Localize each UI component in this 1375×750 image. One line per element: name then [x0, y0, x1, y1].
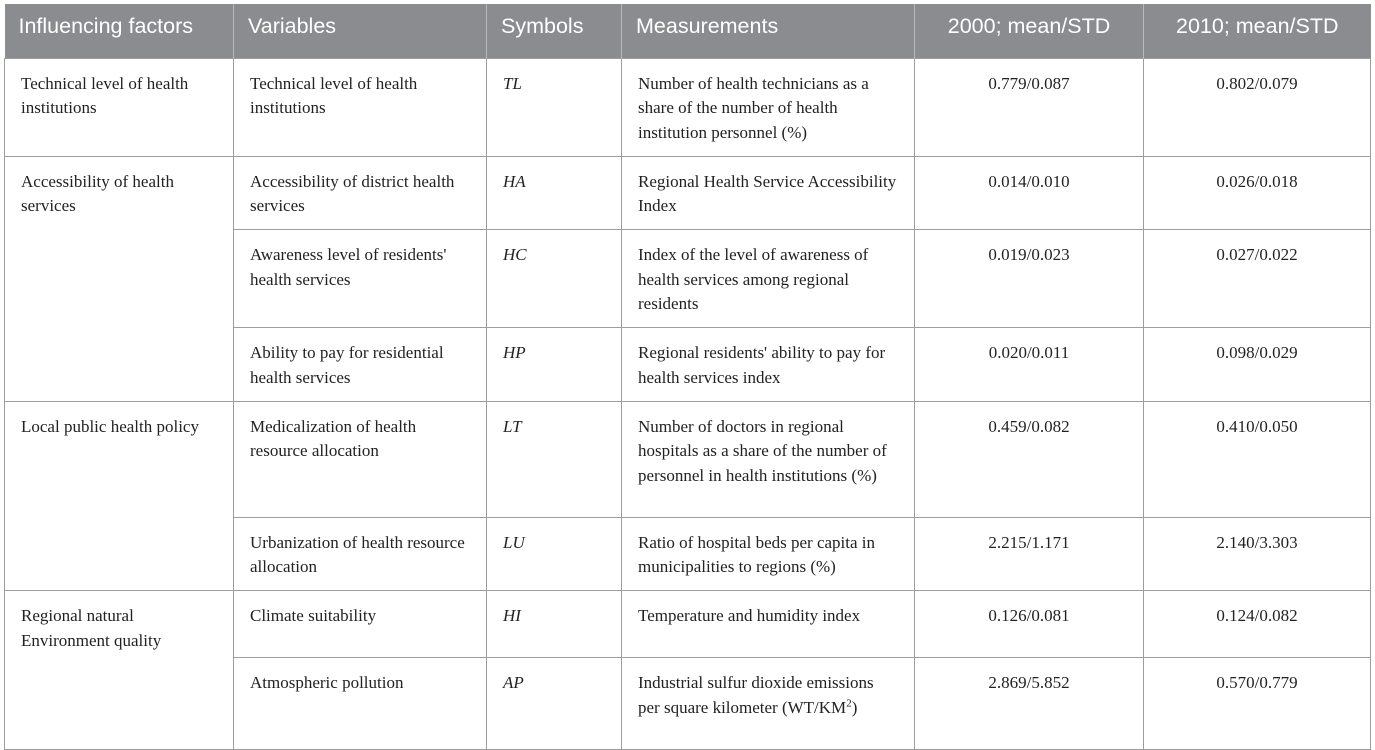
- mean-std-2010-cell: 0.570/0.779: [1144, 657, 1371, 749]
- symbol-cell: HA: [487, 156, 622, 229]
- table-row: [5, 401, 1371, 517]
- header-variables: Variables: [234, 4, 487, 58]
- mean-std-2010-cell: 0.027/0.022: [1144, 230, 1371, 328]
- variable-cell: Urbanization of health resource allocation: [234, 517, 487, 590]
- variable-cell: Atmospheric pollution: [234, 657, 487, 749]
- measurement-cell: Temperature and humidity index: [622, 590, 915, 657]
- table-row: [5, 58, 1371, 156]
- mean-std-2000-cell: 0.020/0.011: [915, 328, 1144, 401]
- variable-cell: Climate suitability: [234, 590, 487, 657]
- symbol-cell: LU: [487, 517, 622, 590]
- mean-std-2010-cell: 0.026/0.018: [1144, 156, 1371, 229]
- mean-std-2000-cell: 0.779/0.087: [915, 58, 1144, 156]
- header-influencing-factors: Influencing factors: [5, 4, 234, 58]
- variable-cell: Accessibility of district health services: [234, 156, 487, 229]
- measurement-cell: Ratio of hospital beds per capita in municipalities to regions (%): [622, 517, 915, 590]
- measurement-cell: Number of doctors in regional hospitals as a share of the number of personnel in health institutions (%): [622, 401, 915, 517]
- header-row: [5, 4, 1371, 58]
- mean-std-2000-cell: 0.019/0.023: [915, 230, 1144, 328]
- factor-cell: Regional natural Environment quality: [5, 590, 234, 749]
- header-2010: 2010; mean/STD: [1144, 4, 1371, 58]
- mean-std-2010-cell: 0.802/0.079: [1144, 58, 1371, 156]
- symbol-cell: HI: [487, 590, 622, 657]
- symbol-cell: HP: [487, 328, 622, 401]
- measurement-cell: Number of health technicians as a share of the number of health institution personnel (%): [622, 58, 915, 156]
- header-symbols: Symbols: [487, 4, 622, 58]
- mean-std-2010-cell: 0.098/0.029: [1144, 328, 1371, 401]
- superscript-2: 2: [846, 696, 852, 709]
- data-table: [4, 4, 1371, 750]
- factor-cell: Local public health policy: [5, 401, 234, 590]
- header-measurements: Measurements: [622, 4, 915, 58]
- mean-std-2010-cell: 0.124/0.082: [1144, 590, 1371, 657]
- measurement-text-end: ): [851, 697, 858, 717]
- mean-std-2000-cell: 0.126/0.081: [915, 590, 1144, 657]
- header-2000: 2000; mean/STD: [915, 4, 1144, 58]
- factor-cell: Accessibility of health services: [5, 156, 234, 401]
- measurement-text: Industrial sulfur dioxide emissions per square kilometer (WT/KM: [638, 672, 874, 717]
- table-row: [5, 156, 1371, 229]
- symbol-cell: LT: [487, 401, 622, 517]
- symbol-cell: AP: [487, 657, 622, 749]
- mean-std-2000-cell: 0.014/0.010: [915, 156, 1144, 229]
- mean-std-2000-cell: 0.459/0.082: [915, 401, 1144, 517]
- measurement-cell: Index of the level of awareness of health services among regional residents: [622, 230, 915, 328]
- symbol-cell: TL: [487, 58, 622, 156]
- variable-cell: Ability to pay for residential health services: [234, 328, 487, 401]
- mean-std-2010-cell: 0.410/0.050: [1144, 401, 1371, 517]
- measurement-cell: Regional residents' ability to pay for health services index: [622, 328, 915, 401]
- variable-cell: Medicalization of health resource allocation: [234, 401, 487, 517]
- mean-std-2010-cell: 2.140/3.303: [1144, 517, 1371, 590]
- variable-cell: Awareness level of residents' health services: [234, 230, 487, 328]
- table-row: [5, 590, 1371, 657]
- variable-cell: Technical level of health institutions: [234, 58, 487, 156]
- symbol-cell: HC: [487, 230, 622, 328]
- measurement-cell: [622, 657, 915, 749]
- measurement-cell: Regional Health Service Accessibility Index: [622, 156, 915, 229]
- mean-std-2000-cell: 2.869/5.852: [915, 657, 1144, 749]
- factor-cell: Technical level of health institutions: [5, 58, 234, 156]
- mean-std-2000-cell: 2.215/1.171: [915, 517, 1144, 590]
